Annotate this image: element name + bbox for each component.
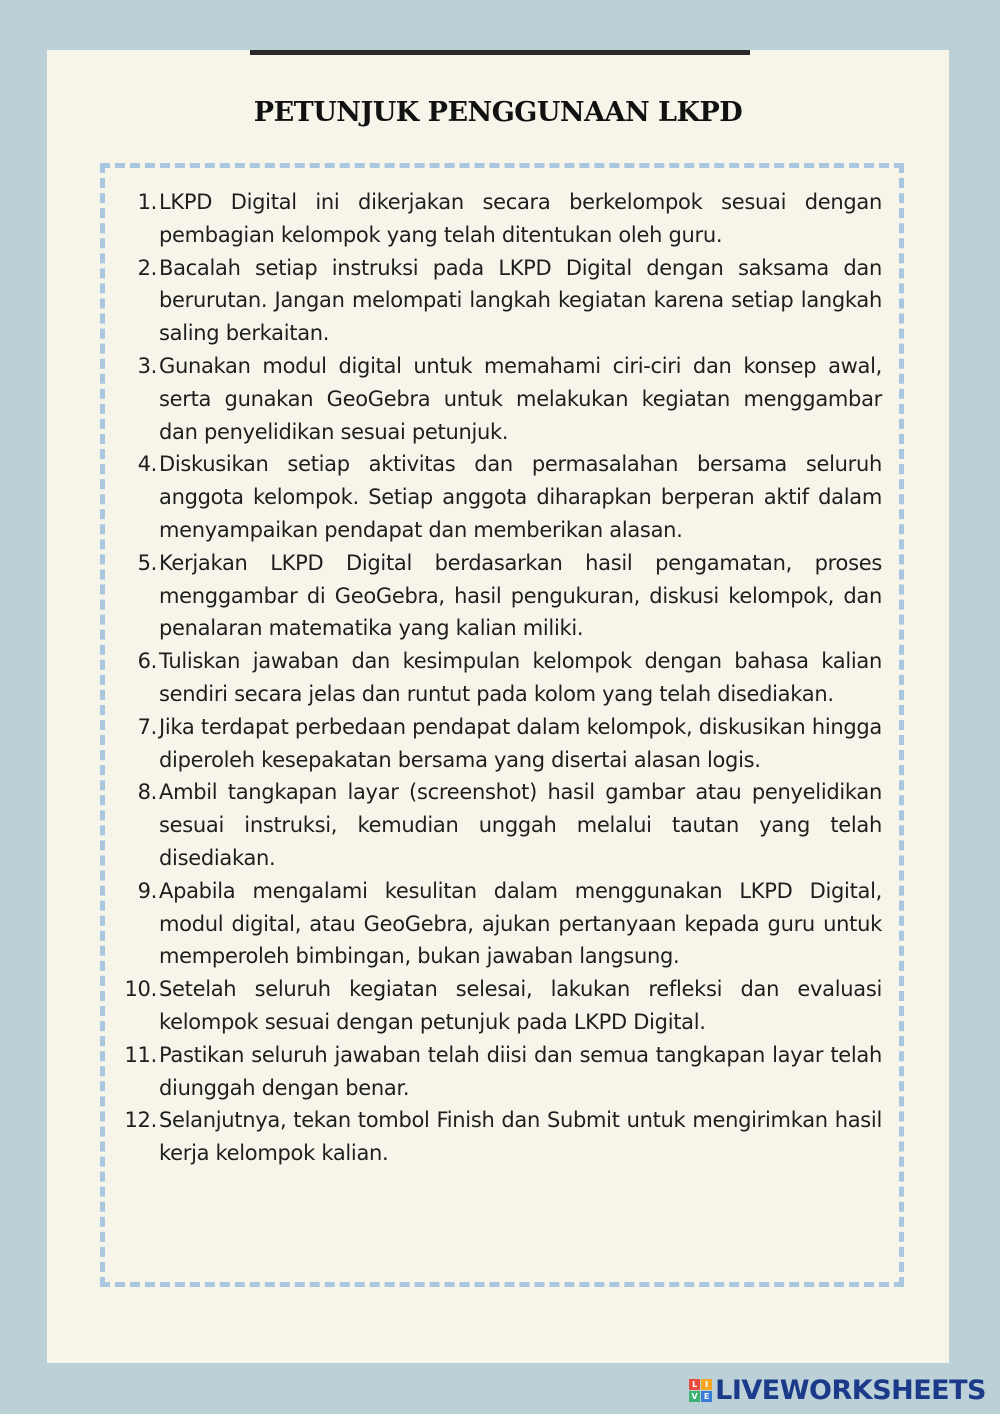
instruction-item xyxy=(112,547,882,645)
instruction-number: 7. xyxy=(137,714,157,739)
instruction-text: Setelah seluruh kegiatan selesai, lakukan refleksi dan evaluasi kelompok sesuai dengan petunjuk pada LKPD Digital. xyxy=(159,977,882,1034)
instruction-number: 6. xyxy=(137,649,157,674)
instruction-item xyxy=(112,186,882,252)
instruction-item xyxy=(112,1039,882,1105)
instruction-item xyxy=(112,448,882,546)
instruction-list xyxy=(112,186,882,1170)
instruction-text: Tuliskan jawaban dan kesimpulan kelompok dengan bahasa kalian sendiri secara jelas dan runtut pada kolom yang telah disediakan. xyxy=(159,649,882,706)
top-divider xyxy=(250,50,750,55)
instruction-text: Diskusikan setiap aktivitas dan permasalahan bersama seluruh anggota kelompok. Setiap anggota diharapkan berperan aktif dalam menyampaikan pendapat dan memberikan alasan. xyxy=(159,452,882,542)
page-title: PETUNJUK PENGGUNAAN LKPD xyxy=(253,97,743,128)
instruction-number: 10. xyxy=(124,977,157,1002)
instruction-number: 4. xyxy=(137,452,157,477)
instruction-item xyxy=(112,711,882,777)
logo-letter-tile: V xyxy=(689,1391,700,1402)
instruction-number: 5. xyxy=(137,550,157,575)
instruction-text: Jika terdapat perbedaan pendapat dalam kelompok, diskusikan hingga diperoleh kesepakatan bersama yang disertai alasan logis. xyxy=(159,714,882,772)
instruction-item xyxy=(112,350,882,448)
instruction-text: Gunakan modul digital untuk memahami ciri-ciri dan konsep awal, serta gunakan GeoGebra untuk melakukan kegiatan menggambar dan penyelidikan sesuai petunjuk. xyxy=(159,353,882,444)
instruction-item xyxy=(112,645,882,711)
instruction-number: 2. xyxy=(137,255,157,280)
brand-name: LIVEWORKSHEETS xyxy=(715,1374,986,1406)
instruction-number: 1. xyxy=(137,190,157,214)
instruction-number: 9. xyxy=(137,878,157,903)
instruction-item xyxy=(112,973,882,1039)
logo-letter-tile: I xyxy=(701,1379,712,1390)
logo-letter-tile: E xyxy=(701,1391,712,1402)
instruction-text: LKPD Digital ini dikerjakan secara berkelompok sesuai dengan pembagian kelompok yang telah ditentukan oleh guru. xyxy=(159,190,882,247)
instruction-item xyxy=(112,776,882,874)
instruction-number: 11. xyxy=(124,1042,157,1067)
instruction-item xyxy=(112,1104,882,1170)
instruction-text: Bacalah setiap instruksi pada LKPD Digital dengan saksama dan berurutan. Jangan melompati langkah kegiatan karena setiap langkah saling berkaitan. xyxy=(159,255,882,346)
instruction-text: Pastikan seluruh jawaban telah diisi dan semua tangkapan layar telah diunggah dengan benar. xyxy=(159,1042,882,1100)
instruction-item xyxy=(112,252,882,350)
instruction-number: 8. xyxy=(137,780,157,805)
instruction-item xyxy=(112,875,882,973)
instruction-text: Kerjakan LKPD Digital berdasarkan hasil pengamatan, proses menggambar di GeoGebra, hasil pengukuran, diskusi kelompok, dan penalaran matematika yang kalian miliki. xyxy=(159,550,882,641)
instruction-number: 12. xyxy=(124,1108,157,1133)
instruction-text: Ambil tangkapan layar (screenshot) hasil gambar atau penyelidikan sesuai instruksi, kemudian unggah melalui tautan yang telah disediakan. xyxy=(159,780,882,870)
instruction-text: Apabila mengalami kesulitan dalam menggunakan LKPD Digital, modul digital, atau GeoGebra, ajukan pertanyaan kepada guru untuk memperoleh bimbingan, bukan jawaban langsung. xyxy=(159,878,882,969)
instruction-text: Selanjutnya, tekan tombol Finish dan Submit untuk mengirimkan hasil kerja kelompok kalian. xyxy=(159,1108,882,1166)
instruction-number: 3. xyxy=(137,353,157,378)
logo-letter-tile: L xyxy=(689,1379,700,1390)
liveworksheets-logo[interactable] xyxy=(689,1374,986,1406)
liveworksheets-icon xyxy=(689,1379,712,1402)
